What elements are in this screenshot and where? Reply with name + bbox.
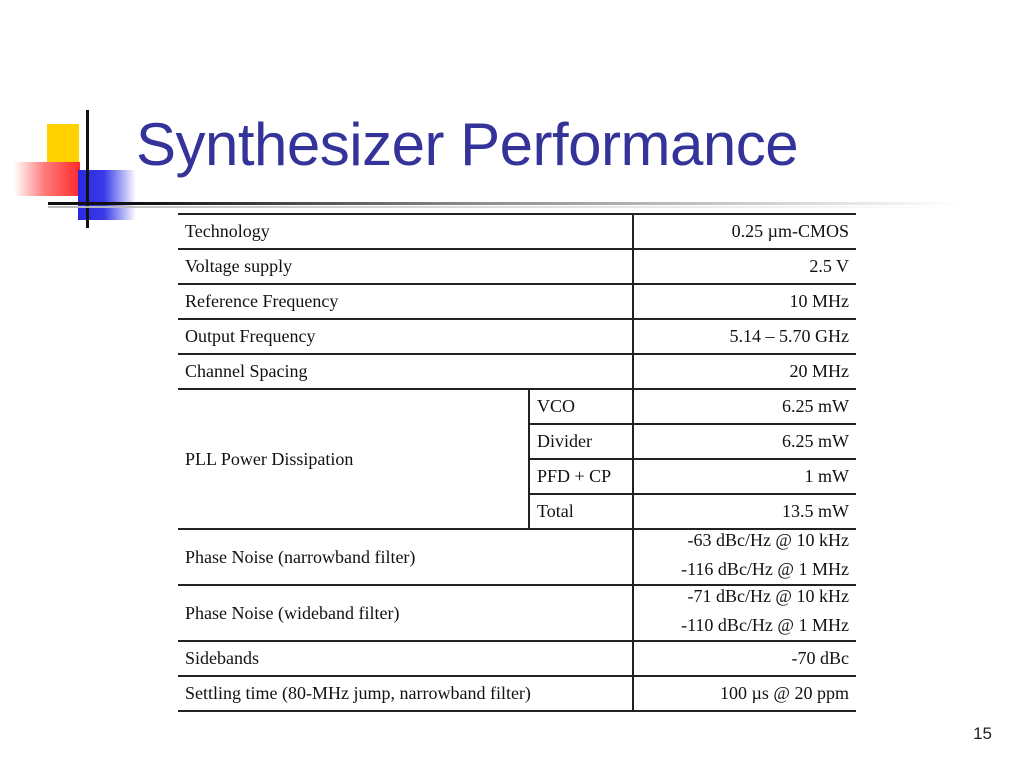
table-row [178, 284, 856, 319]
table-row [178, 249, 856, 284]
table-row [178, 585, 856, 641]
row-label: Output Frequency [178, 319, 633, 354]
pll-item-name: Divider [529, 424, 633, 459]
phase-noise-narrow-label: Phase Noise (narrowband filter) [178, 529, 633, 585]
settling-label: Settling time (80-MHz jump, narrowband filter) [178, 676, 633, 711]
pll-item-name: PFD + CP [529, 459, 633, 494]
slide-title: Synthesizer Performance [136, 111, 799, 178]
sidebands-label: Sidebands [178, 641, 633, 676]
logo-red-block [14, 162, 80, 196]
table-row [178, 214, 856, 249]
phase-noise-wide-label: Phase Noise (wideband filter) [178, 585, 633, 641]
table-row [178, 354, 856, 389]
pll-item-name: VCO [529, 389, 633, 424]
page-number: 15 [973, 724, 992, 743]
table-row [178, 389, 856, 424]
row-label: Channel Spacing [178, 354, 633, 389]
pll-label: PLL Power Dissipation [178, 389, 529, 529]
phase-noise-narrow-value-1: -63 dBc/Hz @ 10 kHz [687, 530, 849, 550]
table-row [178, 676, 856, 711]
phase-noise-narrow-values [633, 529, 856, 585]
pll-item-value: 6.25 mW [633, 424, 856, 459]
phase-noise-wide-value-1: -71 dBc/Hz @ 10 kHz [687, 586, 849, 606]
pll-item-name: Total [529, 494, 633, 529]
row-value: 5.14 – 5.70 GHz [633, 319, 856, 354]
phase-noise-wide-value-2: -110 dBc/Hz @ 1 MHz [681, 615, 849, 635]
phase-noise-wide-values [633, 585, 856, 641]
row-value: 10 MHz [633, 284, 856, 319]
row-value: 2.5 V [633, 249, 856, 284]
row-value: 0.25 µm-CMOS [633, 214, 856, 249]
phase-noise-narrow-value-2: -116 dBc/Hz @ 1 MHz [681, 559, 849, 579]
table-row [178, 641, 856, 676]
row-value: 20 MHz [633, 354, 856, 389]
logo-vertical-line [86, 110, 89, 228]
pll-item-value: 13.5 mW [633, 494, 856, 529]
row-label: Reference Frequency [178, 284, 633, 319]
pll-item-value: 6.25 mW [633, 389, 856, 424]
spec-table [178, 213, 856, 712]
row-label: Technology [178, 214, 633, 249]
table-row [178, 319, 856, 354]
settling-value: 100 µs @ 20 ppm [633, 676, 856, 711]
table-row [178, 529, 856, 585]
title-underline-shadow [48, 206, 960, 208]
title-underline [48, 202, 960, 205]
sidebands-value: -70 dBc [633, 641, 856, 676]
row-label: Voltage supply [178, 249, 633, 284]
pll-item-value: 1 mW [633, 459, 856, 494]
